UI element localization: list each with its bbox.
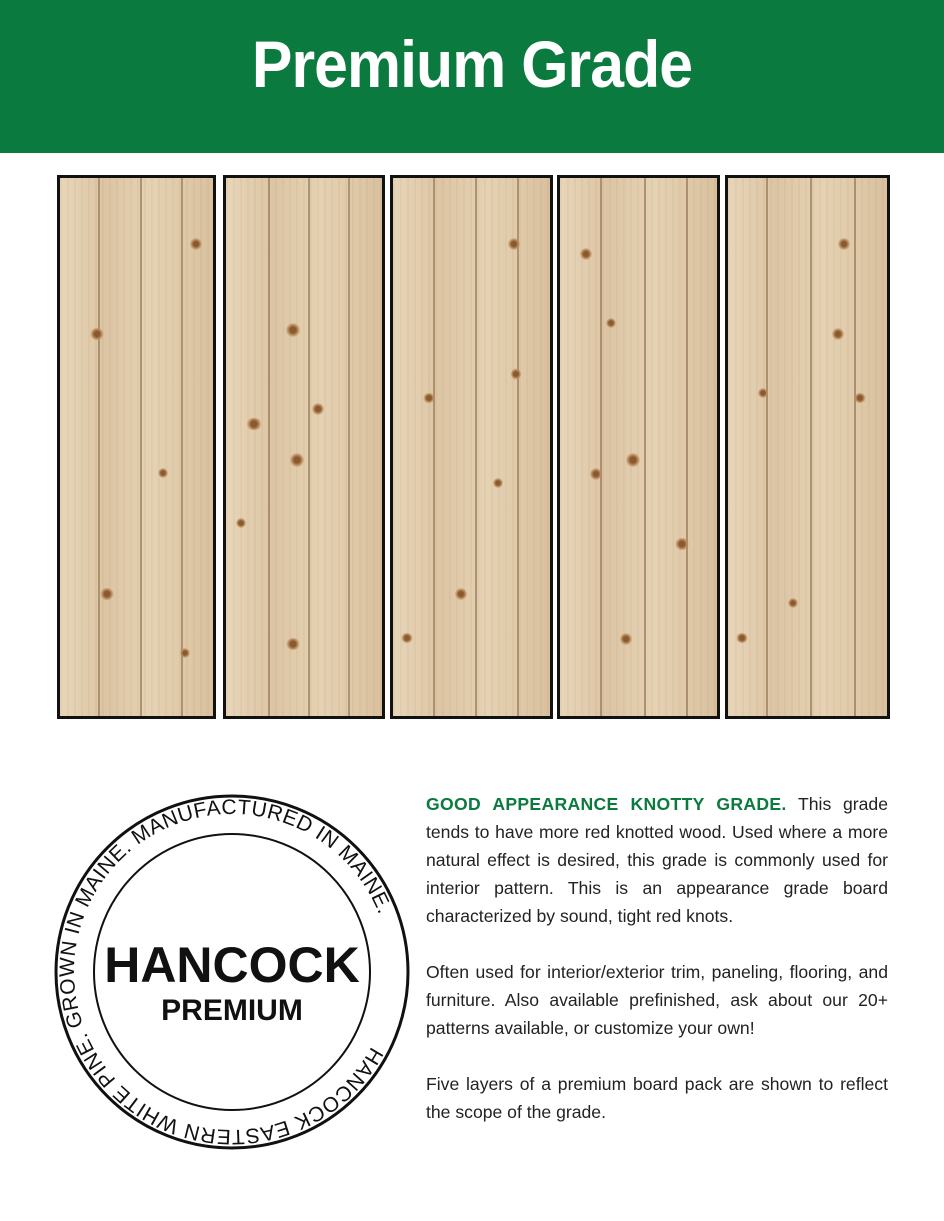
- page-title: Premium Grade: [251, 27, 693, 101]
- seal-brand: HANCOCK: [104, 937, 360, 993]
- knot: [180, 648, 190, 658]
- description-paragraph-1: [426, 790, 888, 930]
- knot: [190, 238, 202, 250]
- knot: [286, 638, 300, 650]
- description-paragraph-2: Often used for interior/exterior trim, paneling, flooring, and furniture. Also available prefinished, ask about our 20+ patterns available, or customize your own!: [426, 962, 888, 1038]
- knot: [854, 393, 866, 403]
- knot: [493, 478, 503, 488]
- knot: [100, 588, 114, 600]
- header-banner: [0, 0, 944, 153]
- knot: [620, 633, 632, 645]
- wood-panel-2: [223, 175, 385, 719]
- hancock-premium-seal: [52, 792, 412, 1152]
- wood-panel-3: [390, 175, 553, 719]
- wood-panel-1: [57, 175, 216, 719]
- knot: [423, 393, 435, 403]
- knot: [246, 418, 262, 430]
- seal-ring-text: HANCOCK EASTERN WHITE PINE. GROWN IN MAINE. MANUFACTURED IN MAINE.: [55, 795, 397, 1149]
- knot: [675, 538, 689, 550]
- knot: [312, 403, 324, 415]
- knot: [511, 368, 521, 380]
- description-paragraph-3: Five layers of a premium board pack are shown to reflect the scope of the grade.: [426, 1074, 888, 1122]
- knot: [626, 453, 640, 467]
- knot: [606, 318, 616, 328]
- knot: [286, 323, 300, 337]
- knot: [736, 633, 748, 643]
- wood-panel-5: [725, 175, 890, 719]
- knot: [590, 468, 602, 480]
- knot: [401, 633, 413, 643]
- knot: [290, 453, 304, 467]
- knot: [838, 238, 850, 250]
- knot: [758, 388, 768, 398]
- grade-lead: GOOD APPEARANCE KNOTTY GRADE.: [426, 794, 787, 814]
- knot: [580, 248, 592, 260]
- knot: [508, 238, 520, 250]
- wood-panel-4: [557, 175, 720, 719]
- description-text-1: This grade tends to have more red knotted wood. Used where a more natural effect is desired, this grade is commonly used for interior pattern. This is an appearance grade board characterized by sound, tight red knots.: [426, 794, 888, 926]
- grade-description: [426, 790, 888, 1154]
- knot: [788, 598, 798, 608]
- seal-grade: PREMIUM: [161, 994, 303, 1027]
- knot: [158, 468, 168, 478]
- knot: [90, 328, 104, 340]
- knot: [236, 518, 246, 528]
- knot: [832, 328, 844, 340]
- knot: [455, 588, 467, 600]
